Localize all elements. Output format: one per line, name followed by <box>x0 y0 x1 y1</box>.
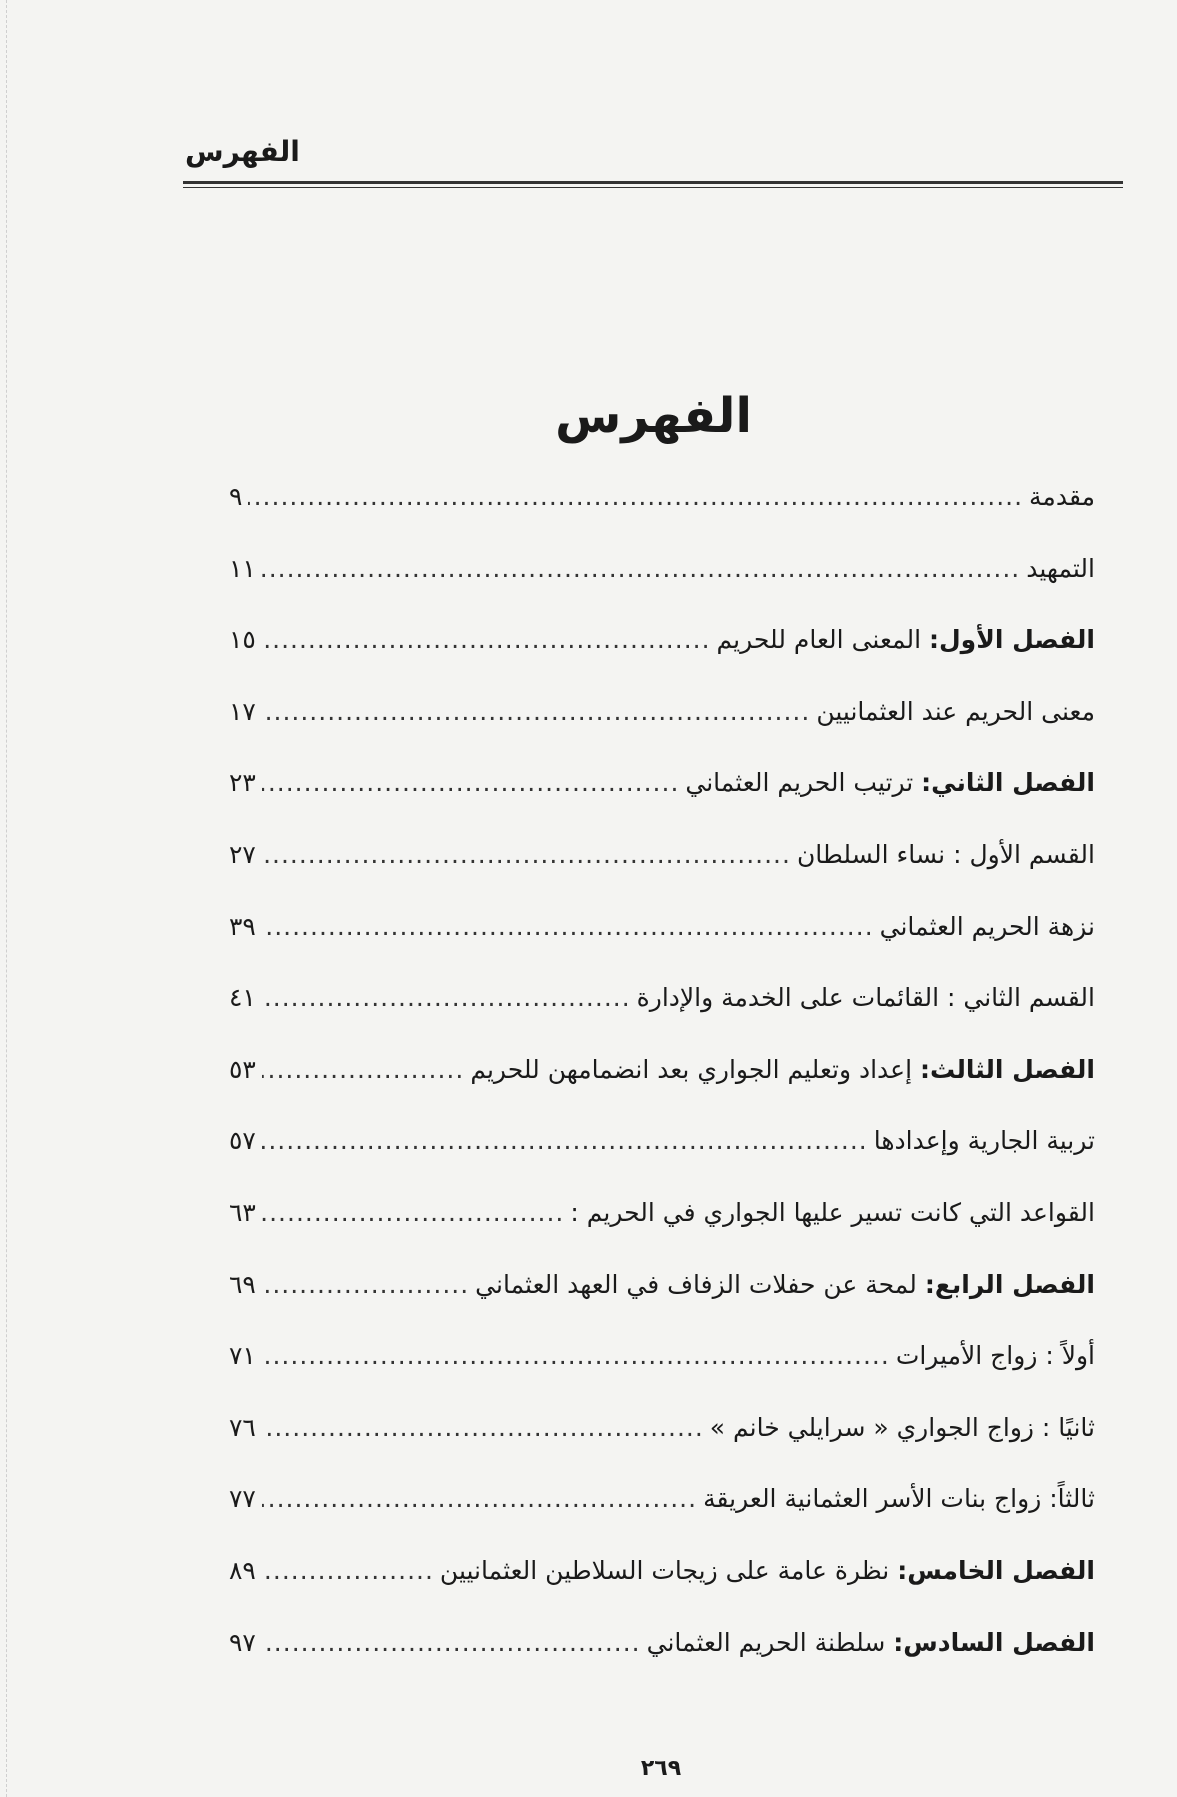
dot-leader <box>262 768 680 797</box>
dot-leader <box>262 625 711 654</box>
toc-entry <box>229 482 1095 554</box>
entry-page-number: ٣٩ <box>229 911 256 941</box>
entry-title: المعنى العام للحريم <box>716 625 922 655</box>
entry-page-number: ١٥ <box>229 625 256 655</box>
dot-leader <box>262 554 1020 583</box>
entry-page-number: ٩ <box>229 482 243 511</box>
dot-leader <box>262 1270 469 1299</box>
toc-entry <box>229 1055 1095 1127</box>
dot-leader <box>262 1055 464 1084</box>
table-of-contents <box>229 482 1095 1699</box>
toc-entry <box>229 983 1095 1055</box>
dot-leader <box>262 697 810 726</box>
toc-entry-label <box>475 1270 1095 1299</box>
chapter-prefix: الفصل الخامس: <box>897 1555 1095 1585</box>
entry-page-number: ٦٩ <box>229 1269 256 1299</box>
page-number: ٢٦٩ <box>640 1756 682 1781</box>
entry-title: تربية الجارية وإعدادها <box>873 1126 1095 1156</box>
toc-entry <box>229 1556 1095 1628</box>
entry-page-number: ٨٩ <box>229 1555 256 1585</box>
entry-title: نظرة عامة على زيجات السلاطين العثمانيين <box>439 1555 890 1585</box>
toc-entry <box>229 768 1095 840</box>
entry-page-number: ٦٣ <box>229 1197 256 1227</box>
toc-entry <box>229 840 1095 912</box>
entry-page-number: ٥٧ <box>229 1126 256 1156</box>
running-head: الفهرس <box>185 135 300 168</box>
entry-title: ثالثاً: زواج بنات الأسر العثمانية العريقة <box>703 1484 1095 1514</box>
entry-title: ثانيًا : زواج الجواري « سرايلي خانم » <box>709 1412 1095 1442</box>
entry-title: إعداد وتعليم الجواري بعد انضمامهن للحريم <box>470 1054 913 1084</box>
entry-page-number: ٧٧ <box>229 1484 256 1514</box>
toc-entry-label <box>647 1628 1095 1657</box>
entry-title: أولاً : زواج الأميرات <box>895 1341 1095 1371</box>
toc-entry <box>229 554 1095 626</box>
toc-entry-label <box>896 1341 1095 1370</box>
entry-page-number: ٧٦ <box>229 1412 256 1442</box>
entry-title: ترتيب الحريم العثماني <box>685 768 914 798</box>
toc-entry-label <box>710 1413 1095 1442</box>
entry-title: لمحة عن حفلات الزفاف في العهد العثماني <box>475 1269 917 1299</box>
toc-entry <box>229 1484 1095 1556</box>
dot-leader <box>262 1126 868 1155</box>
dot-leader <box>262 1484 697 1513</box>
dot-leader <box>262 840 791 869</box>
toc-entry <box>229 912 1095 984</box>
chapter-prefix: الفصل الثاني: <box>921 768 1095 798</box>
toc-entry-label <box>470 1055 1095 1084</box>
toc-entry-label <box>703 1484 1095 1513</box>
chapter-prefix: الفصل الأول: <box>928 625 1095 655</box>
toc-entry-label <box>797 840 1095 869</box>
toc-entry-label <box>880 912 1095 941</box>
dot-leader <box>262 1198 565 1227</box>
dot-leader <box>262 912 874 941</box>
entry-title: التمهيد <box>1026 553 1095 583</box>
header-rule <box>183 181 1123 184</box>
dot-leader <box>262 1628 641 1657</box>
dot-leader <box>262 1556 434 1585</box>
toc-entry <box>229 1126 1095 1198</box>
entry-title: القسم الثاني : القائمات على الخدمة والإدارة <box>636 983 1095 1013</box>
entry-title: القواعد التي كانت تسير عليها الجواري في الحريم : <box>570 1197 1095 1227</box>
chapter-prefix: الفصل السادس: <box>893 1627 1095 1657</box>
dot-leader <box>262 1341 890 1370</box>
toc-entry-label <box>440 1556 1095 1585</box>
toc-entry <box>229 625 1095 697</box>
entry-title: سلطنة الحريم العثماني <box>646 1627 886 1657</box>
dot-leader <box>262 1413 704 1442</box>
page-edge <box>0 0 7 1797</box>
entry-page-number: ٢٧ <box>229 839 256 869</box>
toc-entry-label <box>1029 482 1095 511</box>
page-title: الفهرس <box>555 388 752 444</box>
toc-entry <box>229 1198 1095 1270</box>
toc-entry-label <box>570 1198 1095 1227</box>
toc-entry-label <box>816 697 1095 726</box>
toc-entry <box>229 1628 1095 1700</box>
entry-page-number: ٩٧ <box>229 1627 256 1657</box>
toc-entry <box>229 697 1095 769</box>
toc-entry <box>229 1413 1095 1485</box>
entry-page-number: ١٧ <box>229 696 256 726</box>
entry-page-number: ٤١ <box>229 983 256 1013</box>
entry-title: القسم الأول : نساء السلطان <box>796 839 1095 869</box>
entry-page-number: ٧١ <box>229 1341 256 1371</box>
entry-title: نزهة الحريم العثماني <box>879 911 1095 941</box>
entry-page-number: ٢٣ <box>229 768 256 798</box>
chapter-prefix: الفصل الثالث: <box>920 1054 1095 1084</box>
toc-entry-label <box>1026 554 1095 583</box>
toc-entry-label <box>874 1126 1095 1155</box>
toc-entry-label <box>637 983 1095 1012</box>
toc-entry <box>229 1341 1095 1413</box>
toc-entry-label <box>717 625 1095 654</box>
entry-title: مقدمة <box>1029 482 1095 511</box>
toc-entry-label <box>685 768 1095 797</box>
dot-leader <box>262 983 631 1012</box>
toc-entry <box>229 1270 1095 1342</box>
chapter-prefix: الفصل الرابع: <box>924 1269 1095 1299</box>
dot-leader <box>248 482 1023 511</box>
entry-title: معنى الحريم عند العثمانيين <box>816 696 1095 726</box>
header-rule-thin <box>183 187 1123 188</box>
entry-page-number: ١١ <box>229 553 256 583</box>
entry-page-number: ٥٣ <box>229 1054 256 1084</box>
